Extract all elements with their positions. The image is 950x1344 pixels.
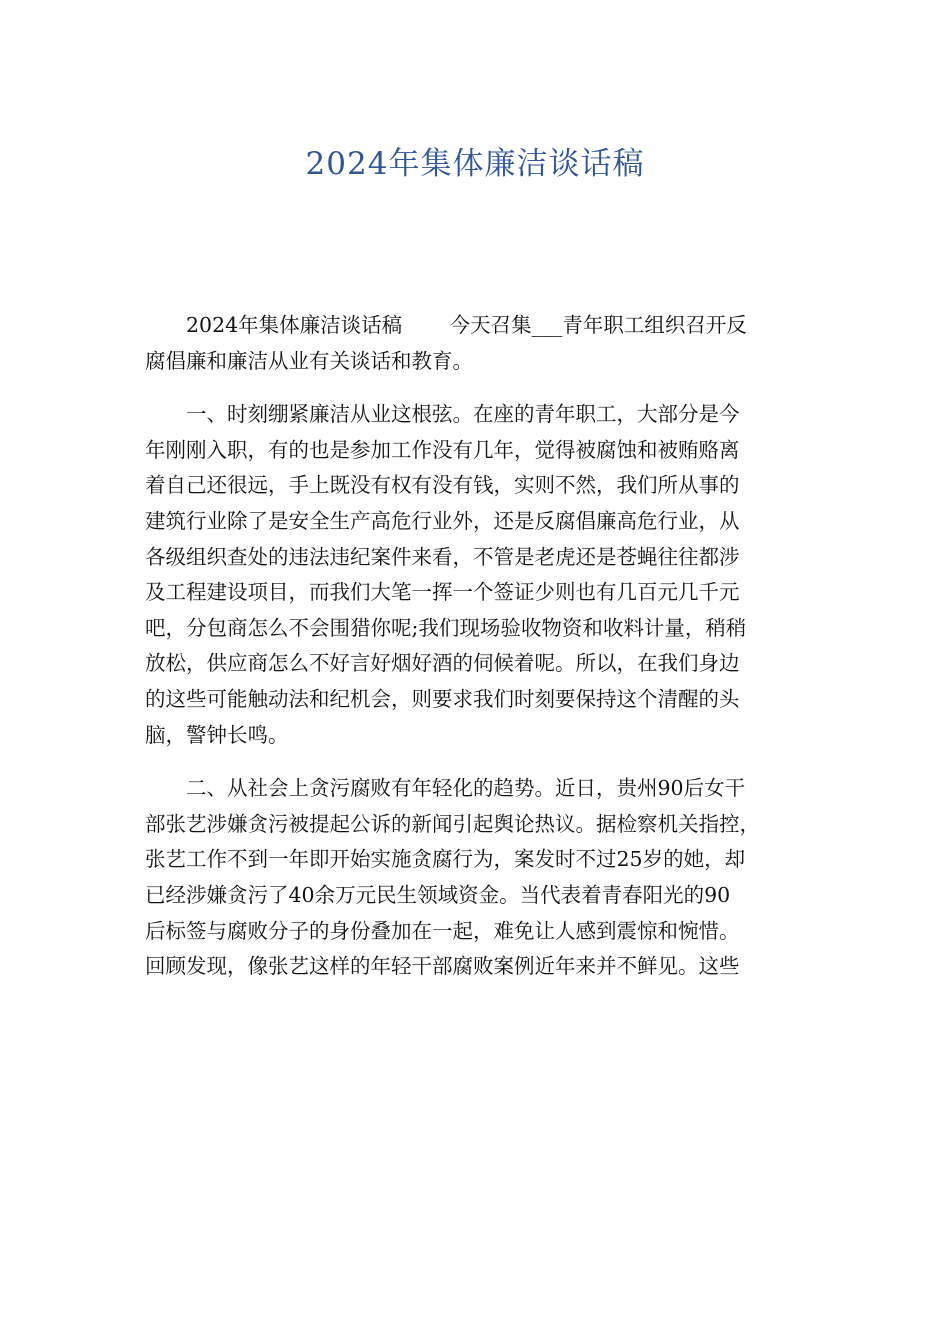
text-line: 的这些可能触动法和纪机会，则要求我们时刻要保持这个清醒的头	[145, 686, 740, 711]
text-line: 一、时刻绷紧廉洁从业这根弦。在座的青年职工，大部分是今	[145, 402, 740, 427]
paragraph-section-two	[145, 771, 825, 985]
text-line: 张艺工作不到一年即开始实施贪腐行为，案发时不过25岁的她，却	[145, 847, 746, 872]
text-line: 后标签与腐败分子的身份叠加在一起，难免让人感到震惊和惋惜。	[145, 918, 740, 943]
text-line: 部张艺涉嫌贪污被提起公诉的新闻引起舆论热议。据检察机关指控，	[145, 811, 760, 836]
text-line: 年刚刚入职，有的也是参加工作没有几年，觉得被腐蚀和被贿赂离	[145, 437, 740, 462]
paragraph-intro	[145, 308, 825, 379]
document-body	[145, 308, 825, 985]
document-title: 2024年集体廉洁谈话稿	[305, 146, 645, 182]
paragraph-section-one	[145, 397, 825, 753]
text-line: 已经涉嫌贪污了40余万元民生领域资金。当代表着青春阳光的90	[145, 882, 731, 907]
paragraph-gap	[145, 379, 825, 397]
text-line: 腐倡廉和廉洁从业有关谈话和教育。	[145, 348, 473, 373]
paragraph-gap	[145, 753, 825, 771]
text-line: 各级组织查处的违法违纪案件来看，不管是老虎还是苍蝇往往都涉	[145, 544, 740, 569]
text-line: 及工程建设项目，而我们大笔一挥一个签证少则也有几百元几千元	[145, 580, 740, 605]
text-line: 回顾发现，像张艺这样的年轻干部腐败案例近年来并不鲜见。这些	[145, 954, 740, 979]
text-line: 吧，分包商怎么不会围猎你呢;我们现场验收物资和收料计量，稍稍	[145, 615, 747, 640]
text-line: 着自己还很远，手上既没有权有没有钱，实则不然，我们所从事的	[145, 473, 740, 498]
text-line: 脑，警钟长鸣。	[145, 722, 289, 747]
text-line: 2024年集体廉洁谈话稿 今天召集___青年职工组织召开反	[145, 313, 747, 337]
text-line: 放松，供应商怎么不好言好烟好酒的伺候着呢。所以，在我们身边	[145, 651, 740, 676]
text-line: 二、从社会上贪污腐败有年轻化的趋势。近日，贵州90后女干	[145, 776, 746, 801]
text-line: 建筑行业除了是安全生产高危行业外，还是反腐倡廉高危行业，从	[145, 508, 740, 533]
